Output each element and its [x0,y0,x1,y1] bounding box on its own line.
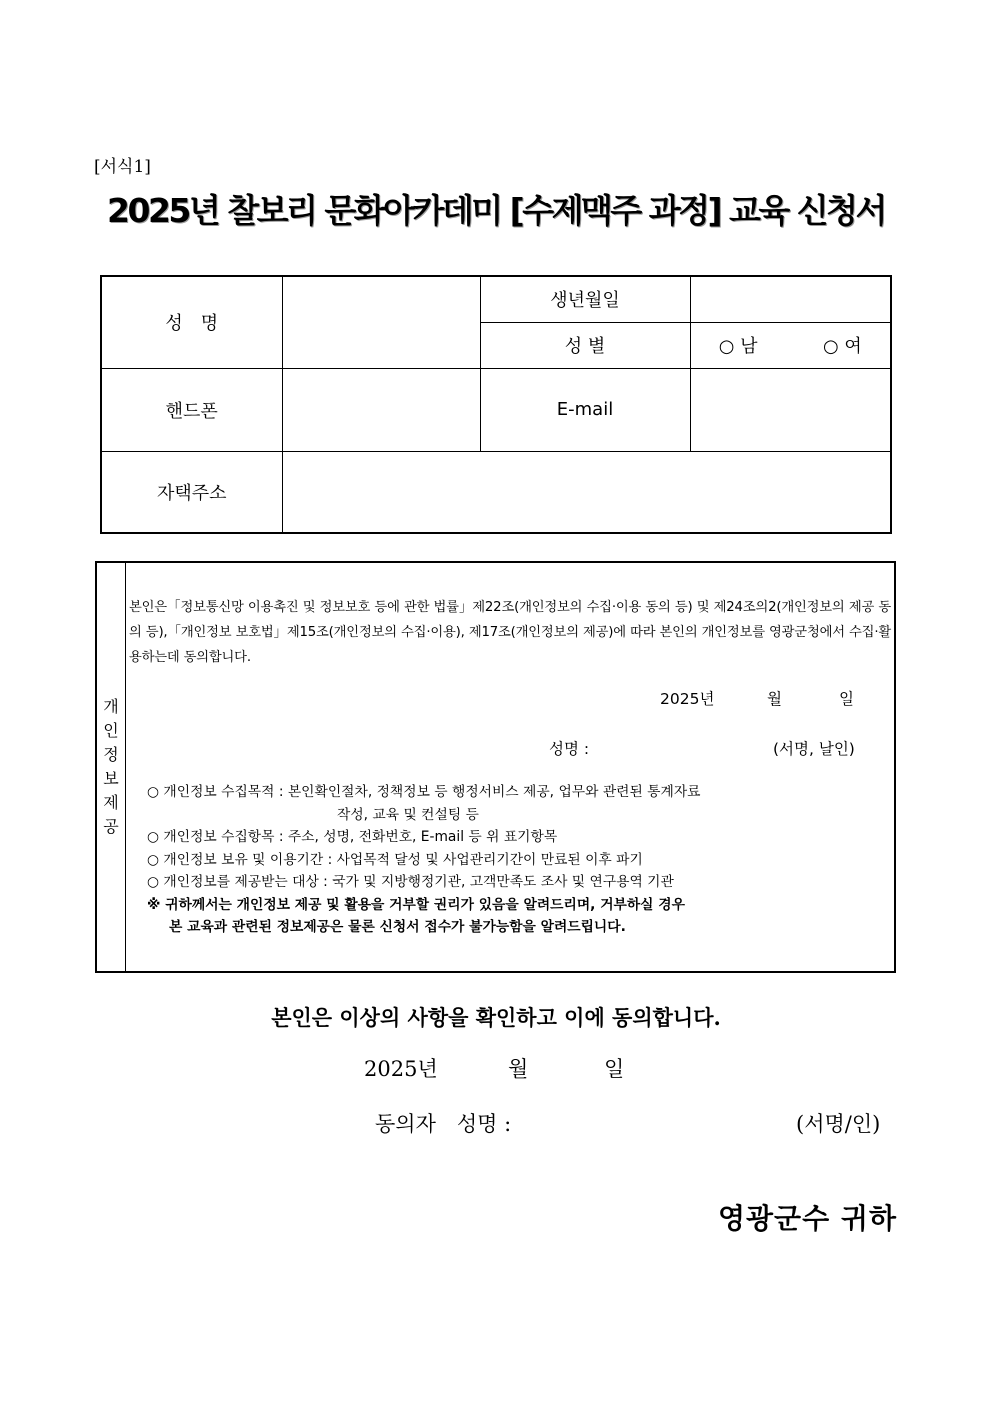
consent-date-day: 일 [839,690,854,708]
form-title: 2025년 찰보리 문화아카데미 [수제맥주 과정] 교육 신청서 [107,191,885,230]
refusal-notice-cont: 본 교육과 관련된 정보제공은 물론 신청서 접수가 불가능함을 알려드립니다. [169,919,626,935]
address-label: 자택주소 [101,451,282,533]
refusal-notice: ※ 귀하께서는 개인정보 제공 및 활용을 거부할 권리가 있음을 알려드리며, 거부하실 경우 [147,896,685,913]
gender-female-option[interactable]: ○ 여 [822,336,862,357]
list-item: ○ 개인정보를 제공받는 대상 : 국가 및 지방행정기관, 고객만족도 조사 및 연구용역 기관 [147,874,674,890]
footer-day: 일 [604,1057,625,1081]
consent-date-year: 2025년 [660,690,715,708]
consent-date-month: 월 [767,690,782,708]
side-char: 개 [103,697,119,716]
birth-field[interactable] [690,276,891,322]
privacy-consent-box [95,561,896,973]
consent-body: 본인은「정보통신망 이용촉진 및 정보보호 등에 관한 법률」제22조(개인정보의 수집·이용 동의 등) 및 제24조의2(개인정보의 제공 동의 등),「개인정보 보호법」제15조(개인정보의 수집·이용), 제17조(개인정보의 제공)에 따라 본인의 개인정보를 영광군청에서 수집·활용하는데 동의합니다. [129,600,891,665]
final-agreement-statement: 본인은 이상의 사항을 확인하고 이에 동의합니다. [271,1005,721,1030]
birth-label: 생년월일 [480,276,690,322]
form-number: [서식1] [94,157,151,177]
footer-month: 월 [508,1057,529,1081]
list-item: 작성, 교육 및 컨설팅 등 [337,806,479,823]
side-char: 정 [103,745,119,764]
consent-sign-note: (서명, 날인) [773,740,855,758]
gender-options [690,322,891,368]
gender-male-option[interactable]: ○ 남 [718,336,758,357]
consent-side-label [97,563,126,971]
gender-label: 성 별 [480,322,690,368]
privacy-details-list [147,781,887,939]
footer-year: 2025년 [364,1057,438,1081]
consenter-signature-label: 동의자 성명 : [375,1112,512,1136]
phone-field[interactable] [282,368,480,451]
side-char: 공 [103,817,119,836]
email-field[interactable] [690,368,891,451]
addressee: 영광군수 귀하 [717,1202,897,1235]
list-item: ○ 개인정보 수집항목 : 주소, 성명, 전화번호, E-mail 등 위 표기항목 [147,829,558,845]
list-item: ○ 개인정보 보유 및 이용기간 : 사업목적 달성 및 사업관리기간이 만료된 이후 파기 [147,851,643,868]
consent-signer-label: 성명 : [549,740,590,758]
consenter-sign-note: (서명/인) [796,1112,881,1136]
email-label: E-mail [480,368,690,451]
side-char: 보 [103,769,119,788]
address-field[interactable] [282,451,891,533]
name-label: 성 명 [101,276,282,368]
applicant-info-table [100,275,892,534]
name-field[interactable] [282,276,480,368]
side-char: 제 [103,793,119,812]
list-item: ○ 개인정보 수집목적 : 본인확인절차, 정책정보 등 행정서비스 제공, 업무와 관련된 통계자료 [147,784,701,800]
side-char: 인 [103,721,119,740]
phone-label: 핸드폰 [101,368,282,451]
